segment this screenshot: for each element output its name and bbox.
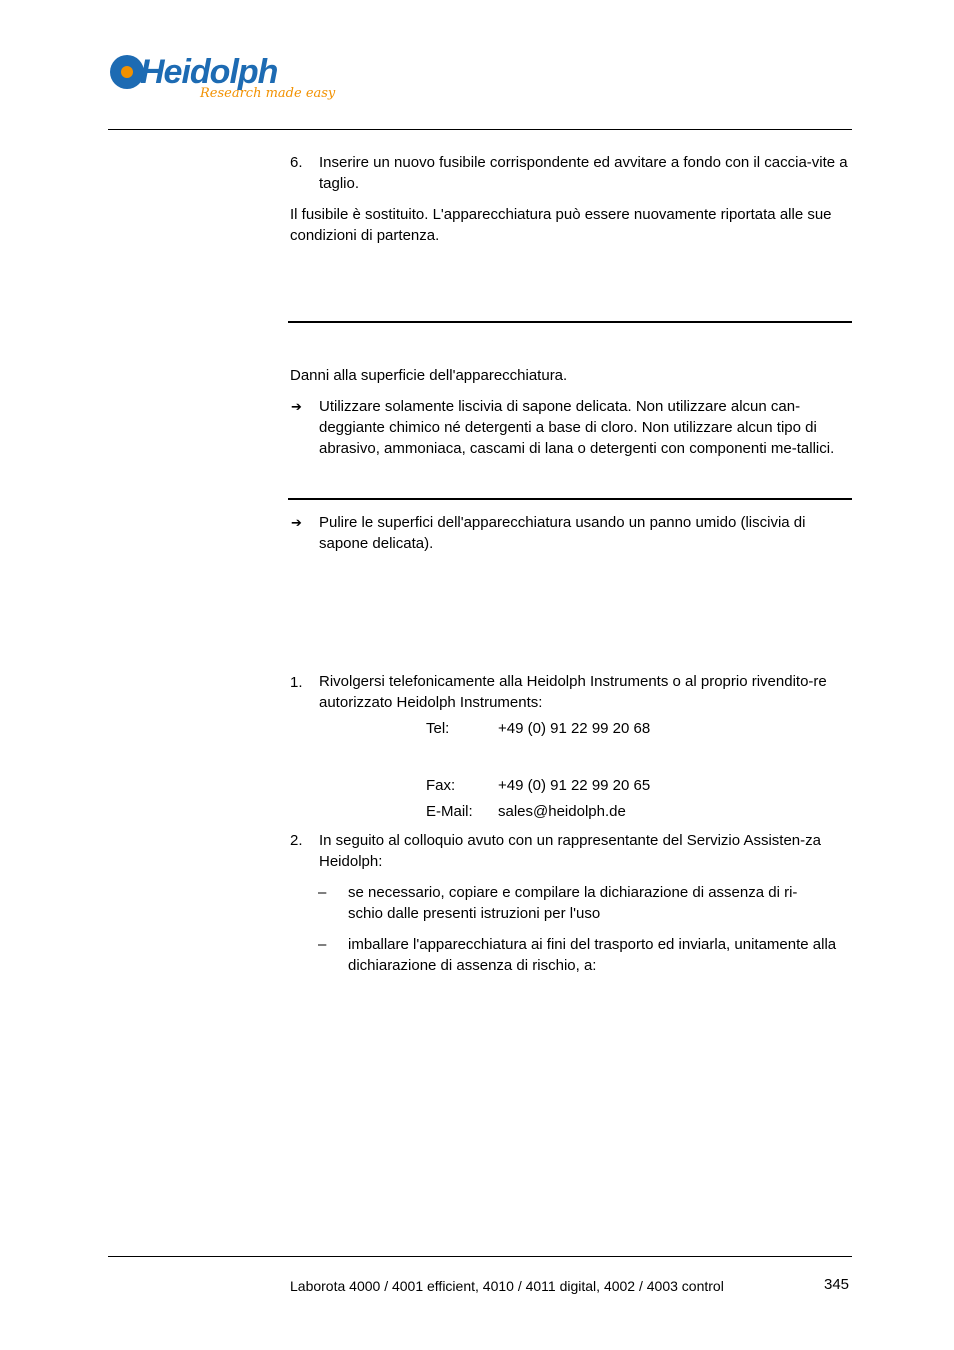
- footer-rule: [108, 1256, 852, 1257]
- caution-top-rule: [288, 321, 852, 323]
- step-text: Rivolgersi telefonicamente alla Heidolph Instruments o al proprio rivendito-re autorizzato Heidolph Instruments:: [319, 673, 827, 711]
- contact-label-email: E-Mail:: [426, 803, 473, 820]
- sub-item-text: imballare l'apparecchiatura ai fini del trasporto ed inviarla, unitamente alla dichiarazione di assenza di rischio, a:: [348, 936, 837, 974]
- logo-dot-icon: [121, 66, 133, 78]
- step-text: Inserire un nuovo fusibile corrispondente ed avvitare a fondo con il caccia-vite a taglio.: [319, 154, 848, 192]
- arrow-right-icon: ➔: [291, 515, 302, 530]
- contact-label-fax: Fax:: [426, 777, 456, 794]
- sub-item-text: se necessario, copiare e compilare la dichiarazione di assenza di ri-schio dalle presenti istruzioni per l'uso: [348, 884, 798, 922]
- step-number: 6.: [290, 154, 303, 171]
- step-number: 2.: [290, 832, 303, 849]
- caution-bottom-rule: [288, 498, 852, 500]
- logo-tagline: Research made easy: [200, 86, 336, 101]
- dash-bullet: –: [318, 884, 327, 901]
- caution-text: Danni alla superficie dell'apparecchiatura.: [290, 367, 568, 384]
- contact-value-email[interactable]: sales@heidolph.de: [498, 803, 626, 820]
- header-rule: [108, 129, 852, 130]
- result-paragraph: Il fusibile è sostituito. L'apparecchiatura può essere nuovamente riportata alle sue condizioni di partenza.: [290, 206, 832, 244]
- page-number: 345: [824, 1276, 850, 1293]
- arrow-right-icon: ➔: [291, 399, 302, 414]
- contact-value-tel: +49 (0) 91 22 99 20 68: [498, 720, 651, 737]
- step-number: 1.: [290, 674, 303, 691]
- step-text: In seguito al colloquio avuto con un rappresentante del Servizio Assisten-za Heidolph:: [319, 832, 821, 870]
- cleaning-instruction: Pulire le superfici dell'apparecchiatura usando un panno umido (liscivia di sapone delicata).: [319, 514, 806, 552]
- contact-label-tel: Tel:: [426, 720, 450, 737]
- caution-instruction: Utilizzare solamente liscivia di sapone delicata. Non utilizzare alcun can-deggiante chimico né detergenti a base di cloro. Non utilizzare alcun tipo di abrasivo, ammoniaca, cascami di lana o detergenti con componenti me-tallici.: [319, 398, 835, 457]
- footer-document-title: Laborota 4000 / 4001 efficient, 4010 / 4011 digital, 4002 / 4003 control: [290, 1278, 724, 1294]
- logo-wordmark: Heidolph: [140, 53, 278, 91]
- contact-value-fax: +49 (0) 91 22 99 20 65: [498, 777, 651, 794]
- dash-bullet: –: [318, 936, 327, 953]
